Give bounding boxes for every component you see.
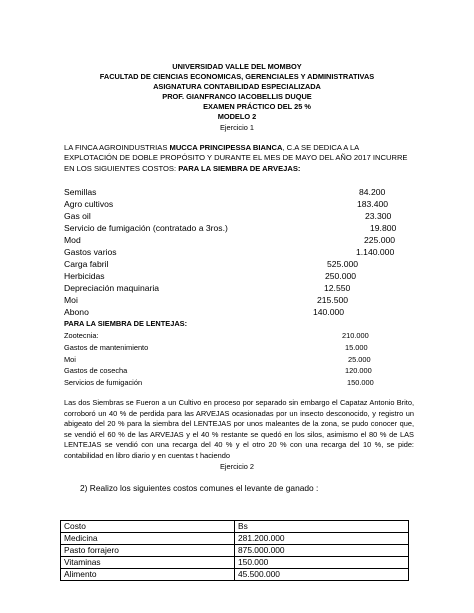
table-row bbox=[61, 569, 409, 581]
cost-label: Servicio de fumigación (contratado a 3ros.) bbox=[64, 223, 228, 233]
arvejas-heading: PARA LA SIEMBRA DE ARVEJAS: bbox=[178, 163, 301, 173]
cost-value: 225.000 bbox=[364, 235, 396, 245]
intro-paragraph bbox=[64, 143, 414, 174]
exercise-2-label: Ejercicio 2 bbox=[219, 462, 255, 471]
course-name: ASIGNATURA CONTABILIDAD ESPECIALIZADA bbox=[153, 82, 321, 91]
cost-value: 183.400 bbox=[357, 199, 389, 209]
cost-value: 15.000 bbox=[345, 343, 368, 352]
company-name: MUCCA PRINCIPESSA BIANCA bbox=[169, 143, 283, 152]
table-cell: 875.000.000 bbox=[235, 545, 409, 557]
exercise-body: Las dos Siembras se Fueron a un Cultivo en proceso por separado sin embargo el Capataz Antonio Brito, corroboró un 40 % de perdida para las ARVEJAS ocasionadas por un insecto desconocido, y registro un abigeato del 20 % para la siembra del LENTEJAS por unos maleantes de la zona, se pudo conocer que, se vendió el 60 % de las ARVEJAS y el 40 % restante se quedó en los silos, asimismo el 80 % de LAS LENTEJAS se vendió con una recarga del 40 % y el otro 20 % con una recarga del 10 %, se pide: contabilidad en libro diario y en cuentas t haciendo bbox=[64, 398, 414, 460]
cost-label: Semillas bbox=[64, 187, 97, 197]
cost-value: 150.000 bbox=[347, 378, 374, 387]
header-cell: Bs bbox=[235, 521, 409, 533]
cost-value: 1.140.000 bbox=[356, 247, 395, 257]
cost-label: Herbicidas bbox=[64, 271, 105, 281]
cost-value: 19.800 bbox=[370, 223, 397, 233]
table-cell: Vitaminas bbox=[61, 557, 235, 569]
cost-label: Agro cultivos bbox=[64, 199, 114, 209]
intro-post: , C.A SE DEDICA A LA EXPLOTACIÓN DE DOBLE PROPÓSITO Y DURANTE EL MES DE MAYO DEL AÑO 2017 INCURRE EN LOS SIGUIENTES COSTOS: bbox=[64, 143, 408, 173]
cost-label: Zootecnia: bbox=[64, 331, 99, 340]
cost-label: Servicios de fumigación bbox=[64, 378, 143, 387]
cost-label: Gastos de mantenimiento bbox=[64, 343, 149, 352]
table-cell: 45.500.000 bbox=[235, 569, 409, 581]
table-cell: Medicina bbox=[61, 533, 235, 545]
cost-value: 25.000 bbox=[348, 355, 371, 364]
table-cell: 281.200.000 bbox=[235, 533, 409, 545]
cost-value: 215.500 bbox=[317, 295, 349, 305]
question-2: 2) Realizo los siguientes costos comunes el levante de ganado : bbox=[80, 483, 319, 493]
cost-label: Gas oil bbox=[64, 211, 91, 221]
cost-label: Carga fabril bbox=[64, 259, 109, 269]
table-cell: Alimento bbox=[61, 569, 235, 581]
cost-label: Moi bbox=[64, 295, 78, 305]
cost-label: Depreciación maquinaria bbox=[64, 283, 160, 293]
cost-label: Moi bbox=[64, 355, 76, 364]
cost-value: 84.200 bbox=[359, 187, 386, 197]
exercise-1-label: Ejercicio 1 bbox=[219, 123, 255, 132]
faculty-name: FACULTAD DE CIENCIAS ECONOMICAS, GERENCIALES Y ADMINISTRATIVAS bbox=[99, 72, 375, 81]
cost-label: Mod bbox=[64, 235, 81, 245]
cost-value: 210.000 bbox=[342, 331, 369, 340]
exam-title: EXAMEN PRÁCTICO DEL 25 % bbox=[203, 102, 311, 111]
professor-name: PROF. GIANFRANCO IACOBELLIS DUQUE bbox=[162, 92, 312, 101]
table-row bbox=[61, 557, 409, 569]
cost-label: Gastos de cosecha bbox=[64, 366, 128, 375]
cost-value: 23.300 bbox=[365, 211, 392, 221]
table-row bbox=[61, 545, 409, 557]
table-row bbox=[61, 533, 409, 545]
cost-value: 250.000 bbox=[325, 271, 357, 281]
header-cell: Costo bbox=[61, 521, 235, 533]
model-label: MODELO 2 bbox=[217, 112, 257, 121]
table-header-row bbox=[61, 521, 409, 533]
table-cell: 150.000 bbox=[235, 557, 409, 569]
intro-pre: LA FINCA AGROINDUSTRIAS bbox=[64, 143, 170, 152]
cost-label: Gastos varios bbox=[64, 247, 117, 257]
common-costs-table bbox=[60, 520, 409, 581]
university-name: UNIVERSIDAD VALLE DEL MOMBOY bbox=[172, 62, 302, 71]
cost-value: 12.550 bbox=[324, 283, 351, 293]
table-cell: Pasto forrajero bbox=[61, 545, 235, 557]
cost-value: 525.000 bbox=[327, 259, 359, 269]
cost-label: Abono bbox=[64, 307, 89, 317]
lentejas-heading: PARA LA SIEMBRA DE LENTEJAS: bbox=[64, 319, 188, 328]
cost-value: 140.000 bbox=[313, 307, 345, 317]
cost-value: 120.000 bbox=[345, 366, 372, 375]
